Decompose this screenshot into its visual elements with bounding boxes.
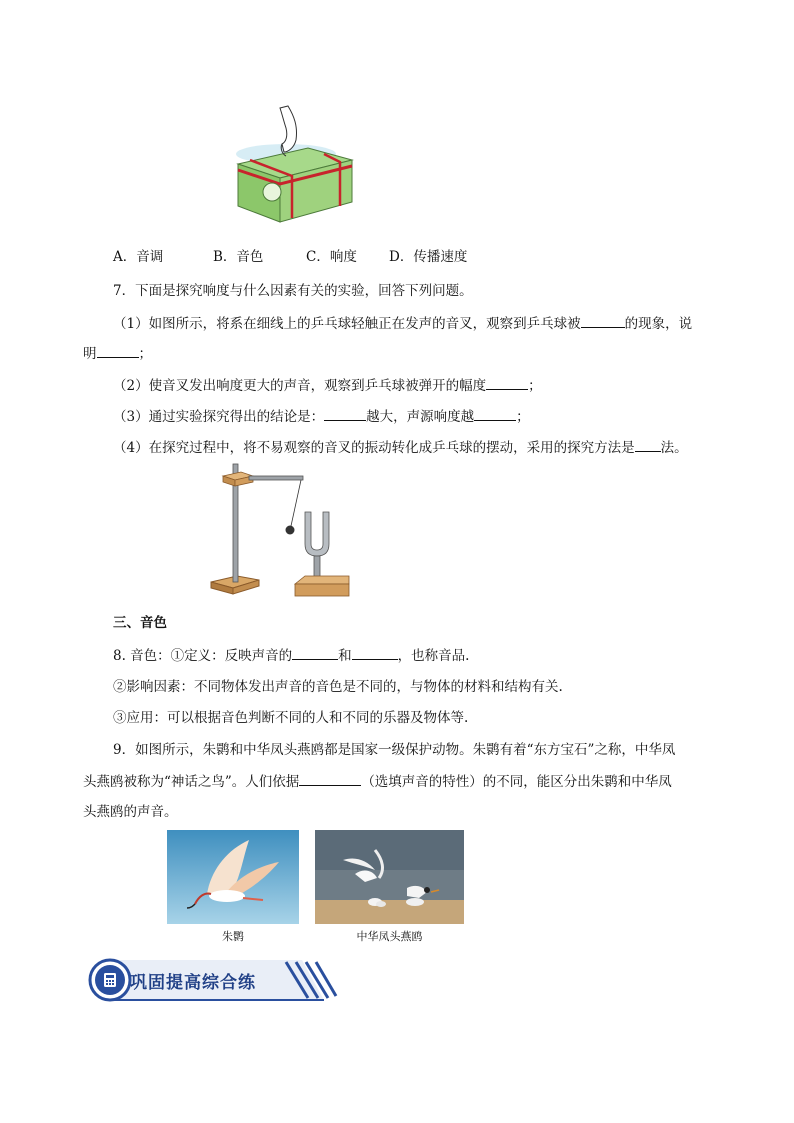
q7-p1-text-a: （1）如图所示，将系在细线上的乒乓球轻触正在发声的音叉，观察到乒乓球被 xyxy=(113,316,581,332)
calculator-icon xyxy=(102,972,118,988)
q7-p3-text-a: （3）通过实验探究得出的结论是： xyxy=(113,409,325,425)
q7-part3 xyxy=(113,406,530,427)
q7-p1-text-d: ； xyxy=(138,346,152,362)
option-d: D．传播速度 xyxy=(389,249,468,265)
banner-title: 巩固提高综合练 xyxy=(130,973,256,993)
answer-blank[interactable] xyxy=(299,771,361,786)
q9-line1: 9．如图所示，朱鹮和中华凤头燕鸥都是国家一级保护动物。朱鹮有着“东方宝石”之称，中华凤 xyxy=(113,742,676,758)
answer-blank[interactable] xyxy=(352,645,398,660)
tuning-fork-pendulum-figure xyxy=(205,460,365,602)
q8-definition xyxy=(113,645,469,666)
answer-blank[interactable] xyxy=(581,313,625,328)
q7-part1 xyxy=(113,313,692,334)
q8-text-a: 8. 音色：①定义：反映声音的 xyxy=(113,648,293,664)
q8-application: ③应用：可以根据音色判断不同的人和不同的乐器及物体等. xyxy=(113,710,469,726)
option-a: A．音调 xyxy=(113,249,164,265)
q7-p1-text-c: 明 xyxy=(83,346,97,362)
option-b: B．音色 xyxy=(213,249,264,265)
q8-text-c: ，也称音品. xyxy=(397,648,470,664)
rubber-band-box-figure xyxy=(228,96,368,236)
photo-caption: 朱鹮 xyxy=(222,930,244,943)
q9-line3: 头燕鸥的声音。 xyxy=(83,804,178,820)
answer-blank[interactable] xyxy=(474,406,516,421)
answer-blank[interactable] xyxy=(97,343,139,358)
q7-part4 xyxy=(113,437,688,458)
q9-line2 xyxy=(83,771,672,792)
option-c: C．响度 xyxy=(306,249,357,265)
q7-part1-cont xyxy=(83,343,152,364)
q8-factor: ②影响因素：不同物体发出声音的音色是不同的，与物体的材料和结构有关. xyxy=(113,679,563,695)
q7-title: 7．下面是探究响度与什么因素有关的实验，回答下列问题。 xyxy=(113,283,473,299)
photo-caption: 中华凤头燕鸥 xyxy=(356,930,423,943)
ibis-photo xyxy=(167,830,299,924)
q7-p2-text-b: ； xyxy=(528,378,542,394)
answer-blank[interactable] xyxy=(324,406,366,421)
section-heading: 三、音色 xyxy=(113,615,167,631)
q7-p4-text-a: （4）在探究过程中，将不易观察的音叉的振动转化成乒乓球的摆动，采用的探究方法是 xyxy=(113,440,635,456)
q7-p3-text-b: 越大，声源响度越 xyxy=(366,409,475,425)
q8-text-b: 和 xyxy=(338,648,352,664)
answer-blank[interactable] xyxy=(486,375,528,390)
q7-p1-text-b: 的现象，说 xyxy=(624,316,693,332)
q7-p4-text-b: 法。 xyxy=(660,440,688,456)
answer-blank[interactable] xyxy=(635,437,661,452)
answer-blank[interactable] xyxy=(292,645,338,660)
q7-p2-text-a: （2）使音叉发出响度更大的声音，观察到乒乓球被弹开的幅度 xyxy=(113,378,487,394)
q9-text-b: （选填声音的特性）的不同，能区分出朱鹮和中华凤 xyxy=(361,774,672,790)
q7-p3-text-c: ； xyxy=(516,409,530,425)
q7-part2 xyxy=(113,375,542,396)
tern-photo xyxy=(315,830,464,924)
q9-text-a: 头燕鸥被称为“神话之鸟”。人们依据 xyxy=(83,774,300,790)
